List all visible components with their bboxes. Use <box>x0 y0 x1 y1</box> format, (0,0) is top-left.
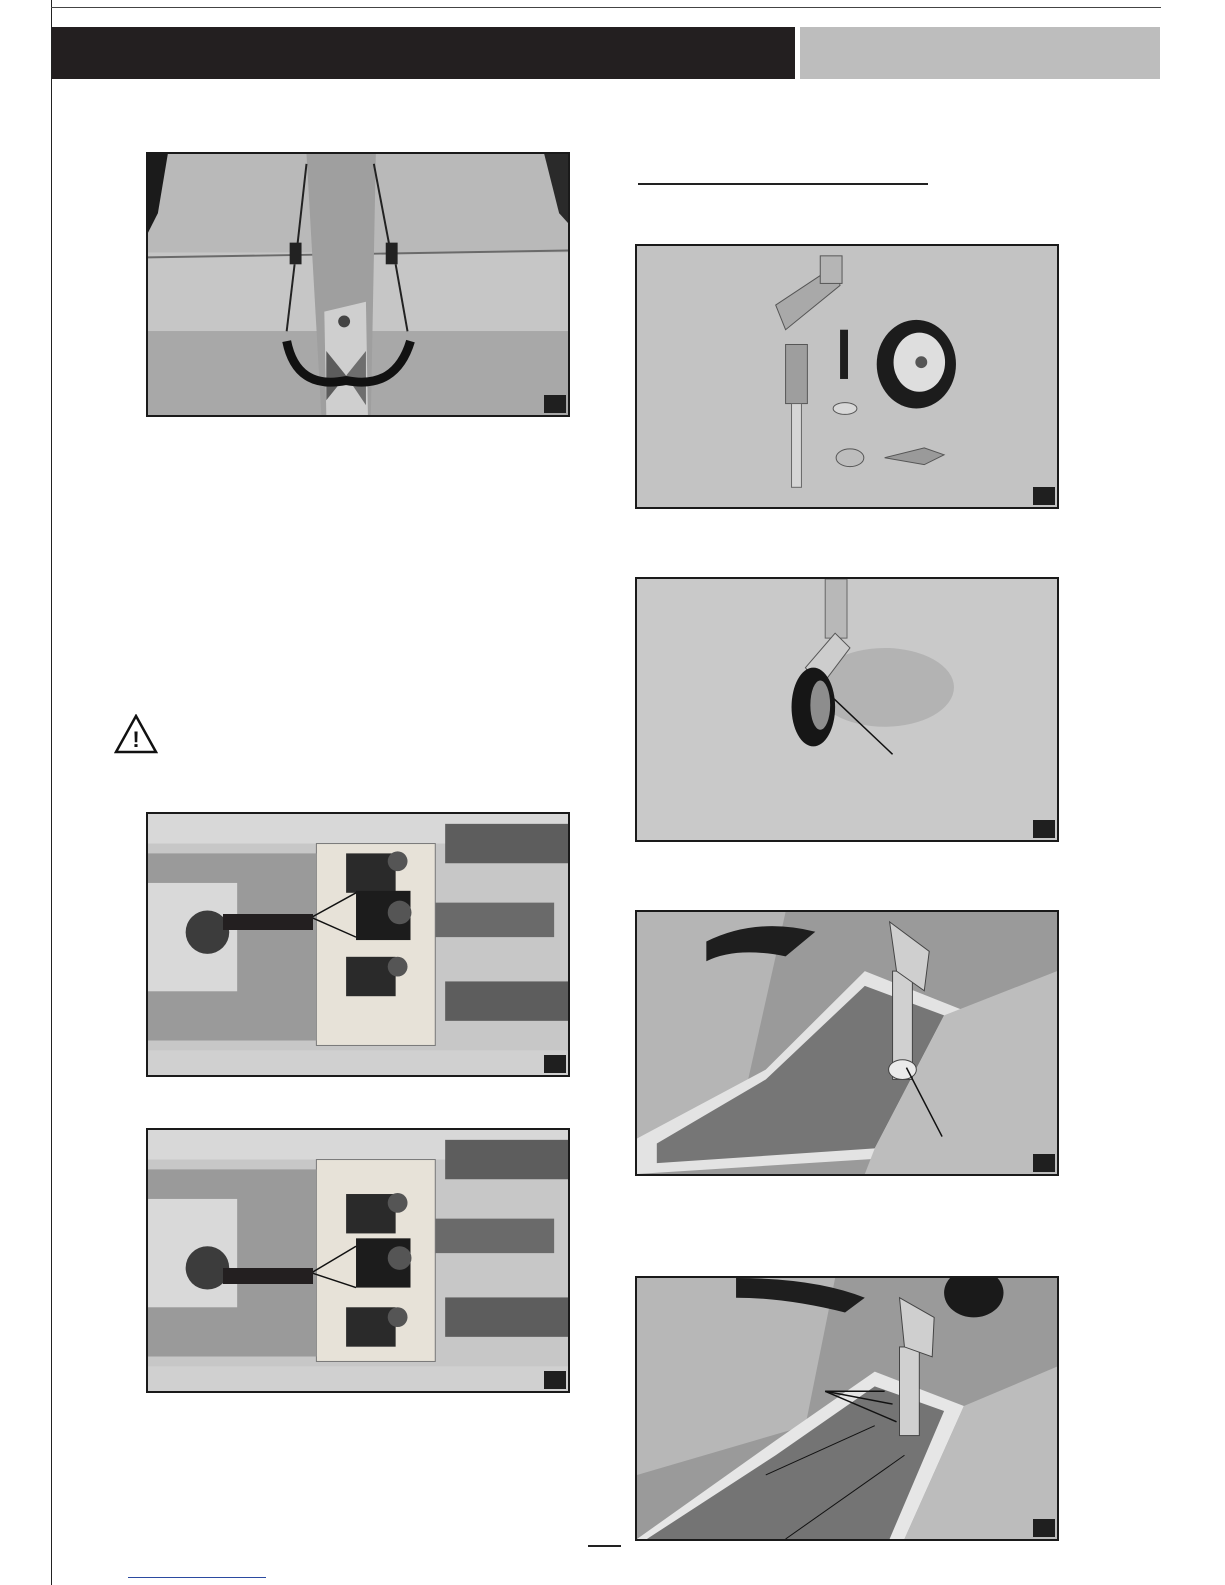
photo-nose-wheel <box>635 577 1059 842</box>
page-number-rule <box>588 1545 621 1547</box>
header-bar-right <box>800 27 1160 79</box>
warning-triangle-icon <box>114 714 158 754</box>
figure-number-tag <box>544 1371 566 1389</box>
header-bar-left <box>52 27 795 79</box>
photo-servo-tray-2 <box>146 1128 570 1393</box>
figure-number-tag <box>544 395 566 413</box>
figure-number-tag <box>1033 820 1055 838</box>
top-rule <box>51 7 1161 8</box>
figure-number-tag <box>1033 1154 1055 1172</box>
figure-number-tag <box>1033 487 1055 505</box>
label-bar <box>223 914 313 930</box>
section-heading <box>638 160 928 182</box>
svg-text:!: ! <box>132 727 140 752</box>
header-left-title <box>52 39 68 66</box>
figure-number-tag <box>1033 1519 1055 1537</box>
photo-servo-tray-1 <box>146 812 570 1077</box>
left-margin-line <box>51 0 52 1585</box>
photo-gear-installed <box>635 1276 1059 1541</box>
photo-landing-gear-parts <box>635 244 1059 509</box>
figure-number-tag <box>544 1055 566 1073</box>
footer-link-line <box>128 1577 266 1578</box>
label-bar <box>223 1268 313 1284</box>
photo-tail-control-horns <box>146 152 570 417</box>
header-right-title <box>800 42 814 64</box>
section-heading-underline <box>638 183 928 185</box>
photo-gear-in-fuselage <box>635 910 1059 1176</box>
